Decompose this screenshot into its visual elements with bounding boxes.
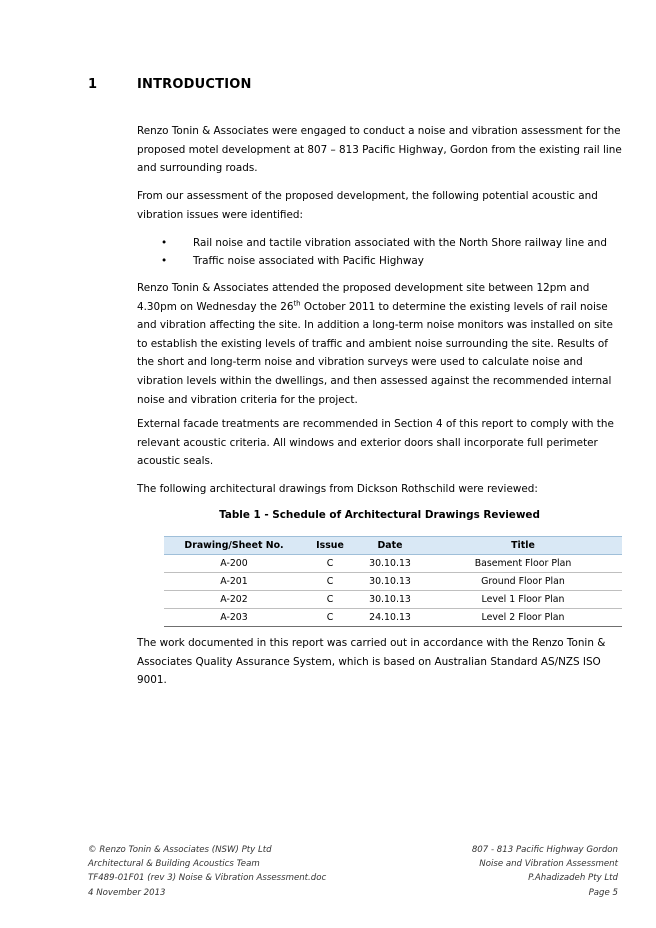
table-header-row — [164, 537, 622, 555]
footer-left — [88, 843, 326, 900]
cell-issue: C — [304, 609, 356, 627]
cell-date: 30.10.13 — [356, 555, 424, 573]
footer-client: P.Ahadizadeh Pty Ltd — [528, 873, 618, 884]
header-issue: Issue — [304, 537, 356, 555]
cell-drawing-no: A-203 — [164, 609, 304, 627]
footer-team: Architectural & Building Acoustics Team — [88, 859, 260, 870]
bullet-text: Rail noise and tactile vibration associated with the North Shore railway line and — [193, 237, 607, 249]
section-title: INTRODUCTION — [137, 77, 252, 92]
facade-paragraph — [137, 415, 622, 471]
cell-date: 24.10.13 — [356, 609, 424, 627]
footer-document-ref: TF489-01F01 (rev 3) Noise & Vibration Assessment.doc — [88, 873, 327, 884]
footer-page-number: Page 5 — [588, 887, 618, 898]
table-row — [164, 591, 622, 609]
list-item — [137, 252, 622, 270]
cell-title: Level 1 Floor Plan — [424, 591, 622, 609]
bullet-icon: • — [161, 255, 168, 267]
footer-copyright: © Renzo Tonin & Associates (NSW) Pty Ltd — [88, 845, 272, 855]
paragraph-quality: The work documented in this report was carried out in accordance with the Renzo Tonin & Associates Quality Assurance System, which is based on Australian Standard AS/NZS ISO 9001. — [137, 637, 606, 687]
table-caption: Table 1 - Schedule of Architectural Drawings Reviewed — [219, 509, 540, 521]
bullet-text: Traffic noise associated with Pacific Highway — [193, 255, 424, 267]
cell-drawing-no: A-202 — [164, 591, 304, 609]
paragraph-site-visit — [137, 279, 622, 409]
cell-issue: C — [304, 591, 356, 609]
bullet-icon: • — [161, 237, 168, 249]
table-row — [164, 609, 622, 627]
cell-date: 30.10.13 — [356, 591, 424, 609]
footer-date: 4 November 2013 — [88, 887, 166, 898]
site-visit-paragraph — [137, 279, 622, 409]
cell-title: Ground Floor Plan — [424, 573, 622, 591]
cell-drawing-no: A-201 — [164, 573, 304, 591]
cell-title: Basement Floor Plan — [424, 555, 622, 573]
drawings-paragraph — [137, 480, 622, 499]
cell-date: 30.10.13 — [356, 573, 424, 591]
quality-paragraph — [137, 634, 622, 690]
issues-bullet-list — [137, 234, 622, 270]
issues-paragraph — [137, 187, 622, 224]
header-drawing-no: Drawing/Sheet No. — [164, 537, 304, 555]
drawings-schedule-table — [164, 536, 622, 627]
ordinal-suffix: th — [293, 299, 301, 308]
header-date: Date — [356, 537, 424, 555]
cell-title: Level 2 Floor Plan — [424, 609, 622, 627]
site-visit-text-a: Renzo Tonin & Associates attended the proposed development site between 12pm and 4.30pm on Wednesday the 26 — [137, 282, 590, 313]
paragraph-drawings: The following architectural drawings from Dickson Rothschild were reviewed: — [137, 483, 538, 495]
paragraph-issues: From our assessment of the proposed development, the following potential acoustic and vibration issues were identified: — [137, 190, 598, 221]
list-item — [137, 234, 622, 252]
cell-issue: C — [304, 573, 356, 591]
table-row — [164, 573, 622, 591]
table-row — [164, 555, 622, 573]
intro-paragraph — [137, 122, 622, 178]
footer-project-address: 807 - 813 Pacific Highway Gordon — [471, 845, 618, 855]
section-number: 1 — [88, 77, 98, 92]
site-visit-text-b: October 2011 to determine the existing levels of rail noise and vibration affecting the site. In addition a long-term noise monitors was installed on site to establish the existing levels of traffic and ambient noise surrounding the site. Results of the short and long-term noise and vibration surveys were used to calculate noise and vibration levels within the dwellings, and then assessed against the recommended internal noise and vibration criteria for the project. — [137, 300, 613, 406]
paragraph-facade: External facade treatments are recommended in Section 4 of this report to comply with the relevant acoustic criteria. All windows and exterior doors shall incorporate full perimeter acoustic seals. — [137, 418, 614, 468]
footer-report-title: Noise and Vibration Assessment — [479, 859, 618, 870]
cell-drawing-no: A-200 — [164, 555, 304, 573]
cell-issue: C — [304, 555, 356, 573]
footer-right — [472, 843, 618, 900]
paragraph-engagement: Renzo Tonin & Associates were engaged to conduct a noise and vibration assessment for the proposed motel development at 807 – 813 Pacific Highway, Gordon from the existing rail line and surrounding roads. — [137, 125, 622, 175]
header-title: Title — [424, 537, 622, 555]
